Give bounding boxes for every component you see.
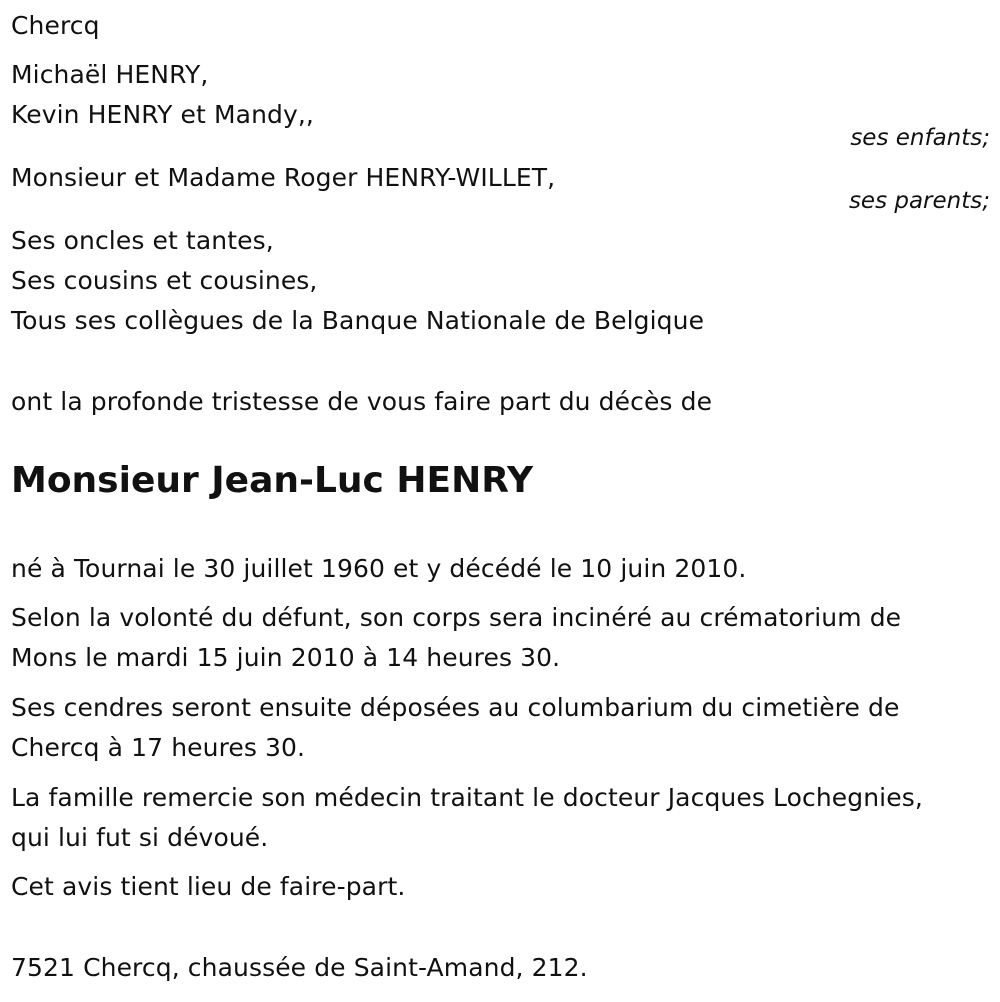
relatives-colleagues: Tous ses collègues de la Banque Nationale de Belgique xyxy=(11,306,705,335)
address-line: 7521 Chercq, chaussée de Saint-Amand, 212. xyxy=(11,953,588,982)
location-heading: Chercq xyxy=(11,11,100,40)
parents-role: ses parents; xyxy=(848,188,990,214)
deceased-name: Monsieur Jean-Luc HENRY xyxy=(11,460,534,501)
cremation-line-1: Selon la volonté du défunt, son corps sera incinéré au crématorium de xyxy=(11,603,902,632)
relatives-cousins: Ses cousins et cousines, xyxy=(11,266,318,295)
children-role: ses enfants; xyxy=(850,125,990,151)
child-name-2: Kevin HENRY et Mandy,, xyxy=(11,100,314,129)
thanks-line-1: La famille remercie son médecin traitant le docteur Jacques Lochegnies, xyxy=(11,783,923,812)
announcement-text: ont la profonde tristesse de vous faire part du décès de xyxy=(11,387,713,416)
parents-line: Monsieur et Madame Roger HENRY-WILLET, xyxy=(11,163,556,192)
ashes-line-2: Chercq à 17 heures 30. xyxy=(11,733,306,762)
birth-death-line: né à Tournai le 30 juillet 1960 et y décédé le 10 juin 2010. xyxy=(11,554,747,583)
child-name-1: Michaël HENRY, xyxy=(11,60,209,89)
ashes-line-1: Ses cendres seront ensuite déposées au columbarium du cimetière de xyxy=(11,693,900,722)
cremation-line-2: Mons le mardi 15 juin 2010 à 14 heures 30. xyxy=(11,643,561,672)
thanks-line-2: qui lui fut si dévoué. xyxy=(11,823,269,852)
notice-line: Cet avis tient lieu de faire-part. xyxy=(11,872,406,901)
relatives-uncles-aunts: Ses oncles et tantes, xyxy=(11,226,274,255)
